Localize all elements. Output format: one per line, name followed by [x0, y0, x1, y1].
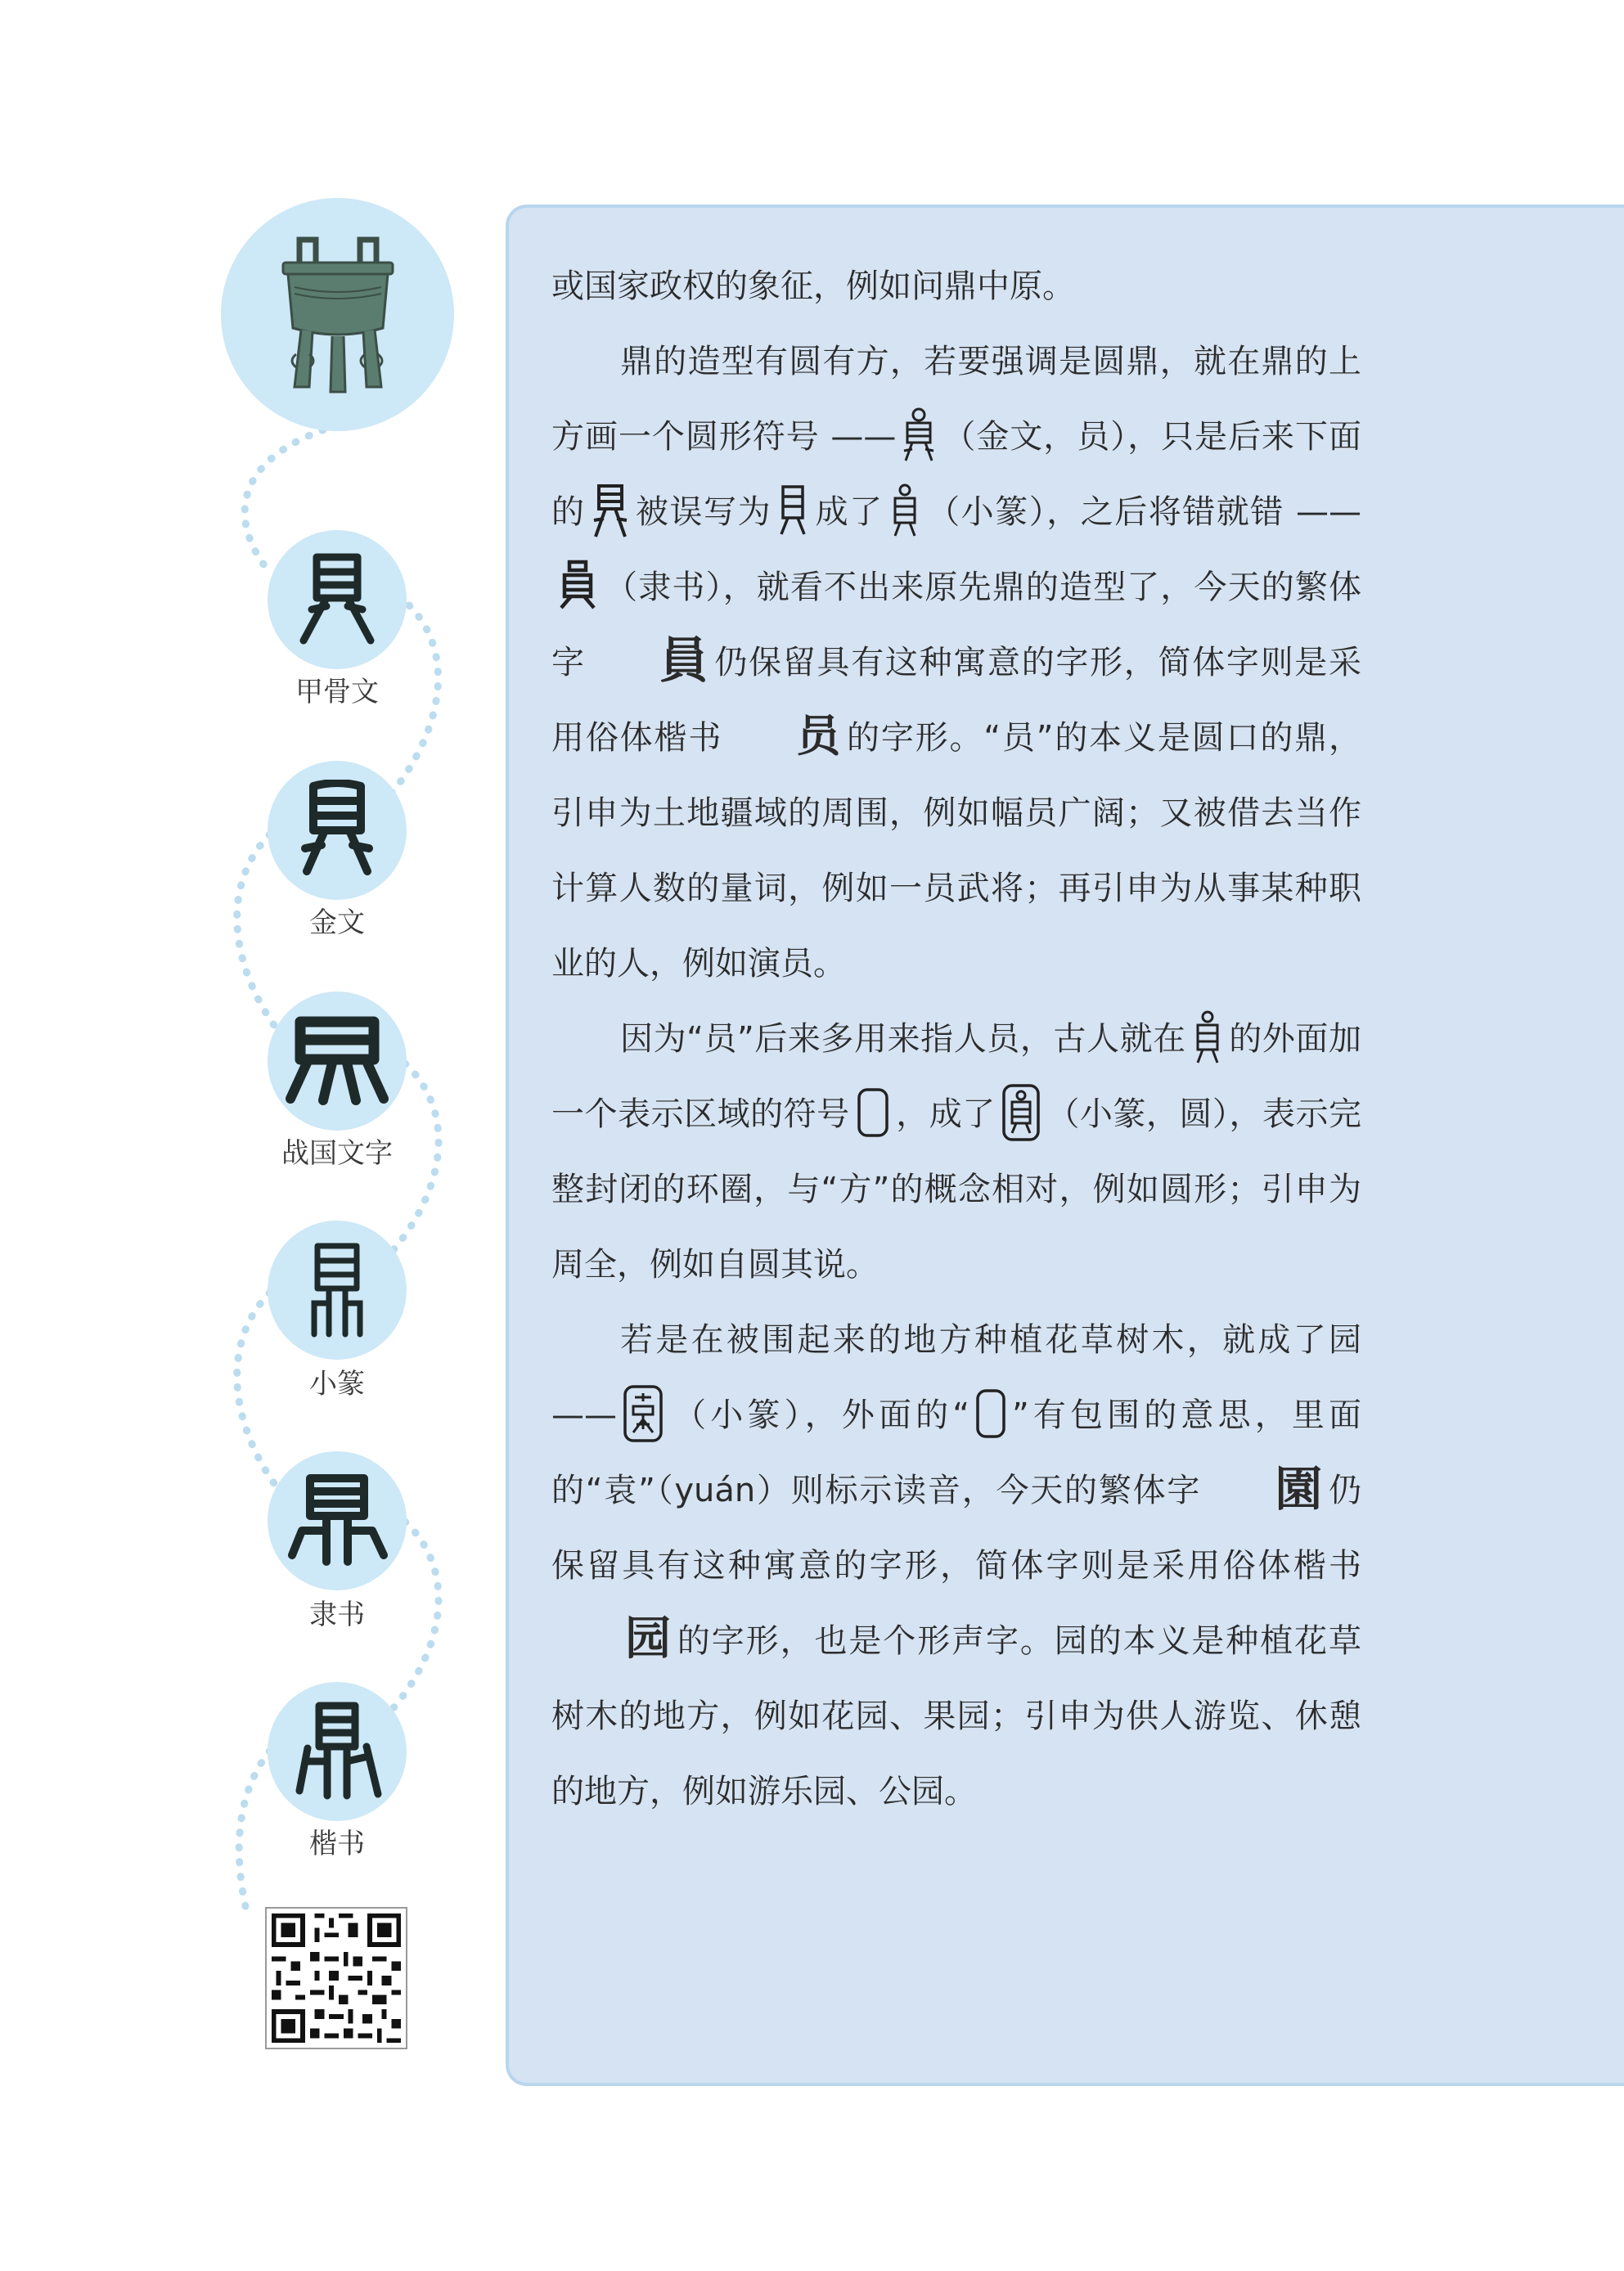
paragraph-4: 若是在被围起来的地方种植花草树木，就成了园 —— （小篆），外面的“ ”有包围的意思，里面的“袁”（yuán）则标示读音，今天的繁体字 園 仍保留具有这种寓意的字形，简体字则是采用俗体楷书园 的字形，也是个形声字。园的本义是种植花草树木的地方，例如花园、果园；引申为供人游览、休憩的地方，例如游乐园、公园。	[551, 1321, 1362, 1810]
garden-seal-glyph-icon	[622, 1383, 664, 1444]
ding-clerical-glyph	[284, 1470, 390, 1572]
garden-simplified-char: 园	[625, 1612, 671, 1666]
article-body	[551, 249, 1361, 1829]
regular-badge	[268, 1682, 407, 1821]
caption-bronze: 金文	[309, 906, 365, 939]
ding-regular-glyph	[288, 1699, 386, 1804]
yuan-seal-glyph-icon	[1191, 1009, 1224, 1066]
caption-clerical: 隶书	[309, 1599, 365, 1631]
paragraph-1: 或国家政权的象征，例如问鼎中原。	[551, 268, 1075, 305]
oracle-bone-badge	[268, 530, 407, 669]
caption-small-seal: 小篆	[309, 1368, 365, 1401]
ding-bronze-tripod-icon	[277, 232, 399, 398]
ding-warring-states-glyph	[284, 1010, 390, 1112]
warring-states-badge	[268, 992, 407, 1131]
yuan-simplified-char: 员	[796, 710, 841, 762]
qr-code-icon[interactable]	[267, 1909, 406, 2048]
enclosure-glyph-icon-2	[974, 1387, 1007, 1440]
caption-regular: 楷书	[309, 1828, 365, 1860]
garden-traditional-char: 園	[1275, 1461, 1323, 1517]
enclosure-glyph-icon	[855, 1086, 891, 1140]
yuan-small-seal-glyph-icon	[888, 482, 921, 539]
ding-small-seal-glyph	[296, 1238, 378, 1342]
ding-bronze-glyph	[292, 780, 382, 881]
yuan-traditional-char: 員	[659, 632, 709, 690]
paragraph-2: 鼎的造型有圆有方，若要强调是圆鼎，就在鼎的上方画一个圆形符号 —— （金文，员），只是后来下面的 被误写为 成了 （小篆），之后将错就错 —— （隶书），就看不出来原先鼎的造型了，今天的繁体字 員 仍保留具有这种寓意的字形，简体字则是采用俗体楷书 员 的字形。“员”的本义是圆口的鼎，引申为土地疆域的周围，例如幅员广阔；又被借去当作计算人数的量词，例如一员武将；再引申为从事某种职业的人，例如演员。	[551, 343, 1362, 983]
text-panel	[506, 205, 1624, 2086]
ding-bronze-inline-glyph-icon	[591, 481, 630, 540]
yuan-clerical-glyph-icon	[556, 559, 599, 613]
yuan-bronze-glyph-icon	[901, 407, 937, 464]
circle-seal-glyph-icon	[1001, 1082, 1041, 1143]
bei-shell-glyph-icon	[776, 482, 809, 539]
caption-warring-states: 战国文字	[281, 1137, 393, 1170]
clerical-badge	[268, 1451, 407, 1590]
small-seal-badge	[268, 1221, 407, 1360]
tripod-badge	[229, 206, 446, 423]
ding-oracle-bone-glyph	[292, 549, 382, 650]
bronze-badge	[268, 761, 407, 900]
caption-oracle-bone: 甲骨文	[295, 676, 379, 708]
paragraph-3: 因为“员”后来多用来指人员，古人就在 的外面加一个表示区域的符号 ，成了 （小篆，圆），表示完整封闭的环圈，与“方”的概念相对，例如圆形；引申为周全，例如自圆其说。	[551, 1001, 1361, 1302]
script-evolution-sidebar	[0, 0, 491, 2271]
